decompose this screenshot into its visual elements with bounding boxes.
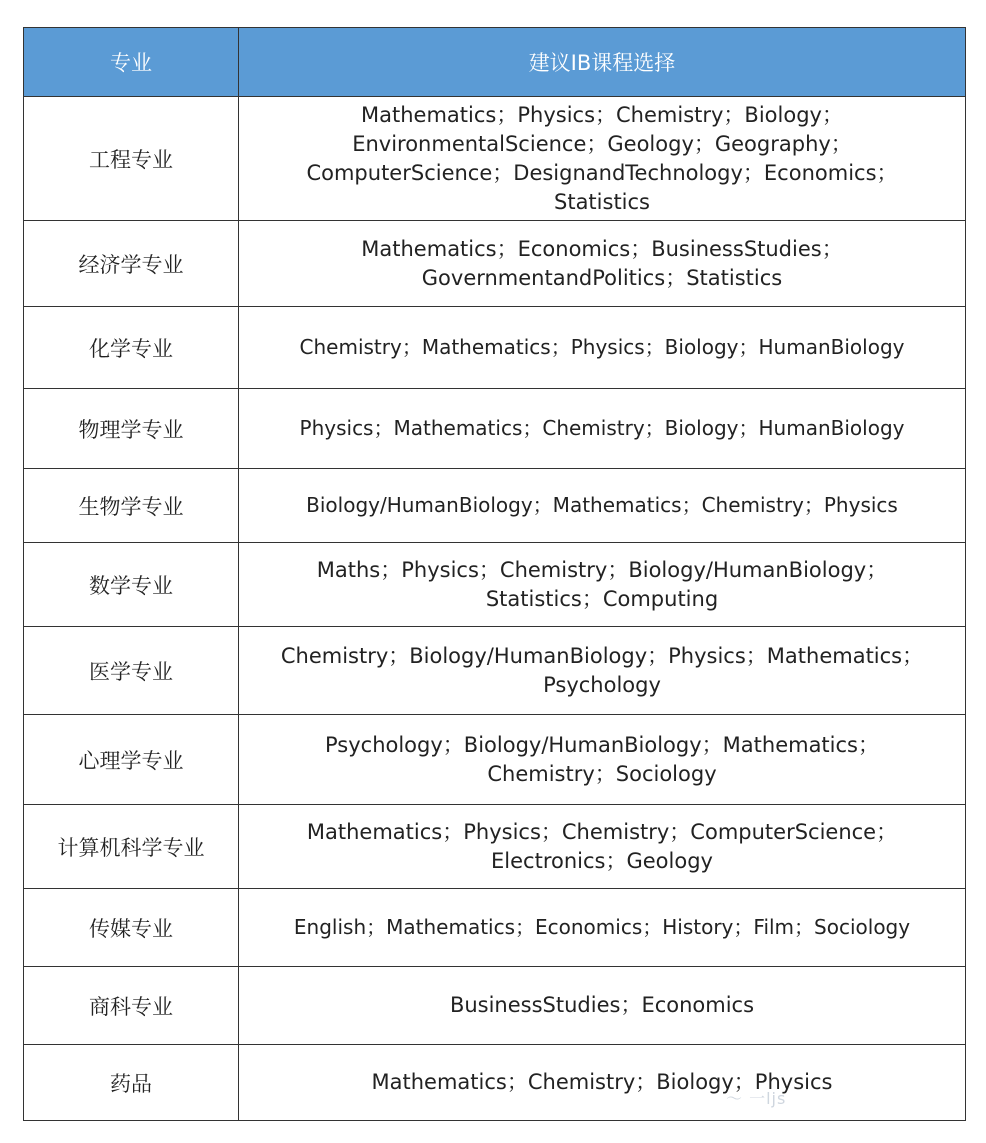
major-cell: 医学专业 <box>24 627 239 715</box>
major-cell: 物理学专业 <box>24 389 239 469</box>
courses-cell: Physics；Mathematics；Chemistry；Biology；HumanBiology <box>239 389 966 469</box>
table-header-row <box>24 28 966 97</box>
courses-cell: Maths；Physics；Chemistry；Biology/HumanBiology；Statistics；Computing <box>239 543 966 627</box>
courses-cell: Mathematics；Chemistry；Biology；Physics <box>239 1045 966 1121</box>
courses-cell: Chemistry；Biology/HumanBiology；Physics；Mathematics；Psychology <box>239 627 966 715</box>
courses-cell: Chemistry；Mathematics；Physics；Biology；HumanBiology <box>239 307 966 389</box>
course-table-container <box>23 27 965 1121</box>
table-row <box>24 97 966 221</box>
courses-cell: BusinessStudies；Economics <box>239 967 966 1045</box>
table-row <box>24 967 966 1045</box>
table-row <box>24 469 966 543</box>
courses-cell: Mathematics；Physics；Chemistry；Biology；EnvironmentalScience；Geology；Geography；ComputerScience；DesignandTechnology；Economics；Statistics <box>239 97 966 221</box>
major-cell: 生物学专业 <box>24 469 239 543</box>
major-cell: 心理学专业 <box>24 715 239 805</box>
major-cell: 化学专业 <box>24 307 239 389</box>
watermark-logo: 〜 一ljs <box>726 1089 787 1108</box>
table-row <box>24 221 966 307</box>
courses-cell: Mathematics；Physics；Chemistry；ComputerScience；Electronics；Geology <box>239 805 966 889</box>
table-row <box>24 889 966 967</box>
courses-cell: English；Mathematics；Economics；History；Film；Sociology <box>239 889 966 967</box>
major-cell: 工程专业 <box>24 97 239 221</box>
major-cell: 传媒专业 <box>24 889 239 967</box>
ib-course-table <box>23 27 966 1121</box>
major-cell: 药品 <box>24 1045 239 1121</box>
major-cell: 经济学专业 <box>24 221 239 307</box>
courses-cell: Psychology；Biology/HumanBiology；Mathematics；Chemistry；Sociology <box>239 715 966 805</box>
header-major: 专业 <box>24 28 239 97</box>
major-cell: 计算机科学专业 <box>24 805 239 889</box>
table-row <box>24 1045 966 1121</box>
courses-cell: Biology/HumanBiology；Mathematics；Chemistry；Physics <box>239 469 966 543</box>
courses-cell: Mathematics；Economics；BusinessStudies；GovernmentandPolitics；Statistics <box>239 221 966 307</box>
table-row <box>24 389 966 469</box>
table-row <box>24 307 966 389</box>
table-row <box>24 805 966 889</box>
major-cell: 数学专业 <box>24 543 239 627</box>
table-row <box>24 715 966 805</box>
major-cell: 商科专业 <box>24 967 239 1045</box>
header-courses: 建议IB课程选择 <box>239 28 966 97</box>
table-row <box>24 627 966 715</box>
table-row <box>24 543 966 627</box>
